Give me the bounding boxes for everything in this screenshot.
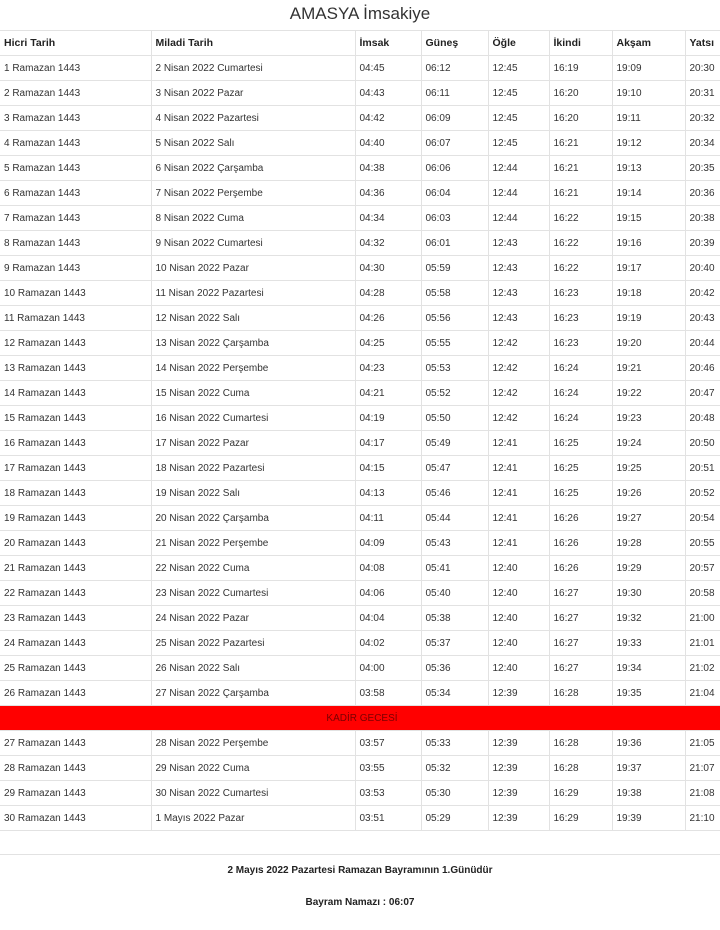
cell-imsak: 04:45 [355,56,421,81]
cell-hicri-tarih: 6 Ramazan 1443 [0,181,151,206]
cell-aksam: 19:18 [612,281,685,306]
cell-ikindi: 16:24 [549,356,612,381]
page-title: AMASYA İmsakiye [289,4,431,23]
cell-aksam: 19:17 [612,256,685,281]
cell-imsak: 04:09 [355,531,421,556]
cell-ogle: 12:41 [488,456,549,481]
cell-miladi-tarih: 20 Nisan 2022 Çarşamba [151,506,355,531]
table-row [0,681,720,706]
cell-yatsi: 20:51 [685,456,720,481]
cell-gunes: 05:29 [421,806,488,831]
cell-ogle: 12:45 [488,81,549,106]
cell-hicri-tarih: 15 Ramazan 1443 [0,406,151,431]
table-row [0,581,720,606]
cell-yatsi: 21:08 [685,781,720,806]
cell-yatsi: 21:04 [685,681,720,706]
cell-miladi-tarih: 30 Nisan 2022 Cumartesi [151,781,355,806]
column-header-aksam: Akşam [612,31,685,56]
cell-ikindi: 16:27 [549,631,612,656]
cell-miladi-tarih: 19 Nisan 2022 Salı [151,481,355,506]
cell-yatsi: 20:57 [685,556,720,581]
cell-ogle: 12:39 [488,681,549,706]
cell-miladi-tarih: 11 Nisan 2022 Pazartesi [151,281,355,306]
cell-miladi-tarih: 16 Nisan 2022 Cumartesi [151,406,355,431]
cell-ogle: 12:43 [488,256,549,281]
table-row [0,206,720,231]
cell-aksam: 19:28 [612,531,685,556]
cell-imsak: 04:15 [355,456,421,481]
column-header-imsak: İmsak [355,31,421,56]
table-row [0,781,720,806]
cell-gunes: 05:47 [421,456,488,481]
cell-gunes: 06:04 [421,181,488,206]
cell-ogle: 12:40 [488,556,549,581]
cell-aksam: 19:12 [612,131,685,156]
kadir-gecesi-row [0,706,720,731]
table-row [0,56,720,81]
column-header-yatsi: Yatsı [685,31,720,56]
cell-gunes: 05:59 [421,256,488,281]
cell-ikindi: 16:22 [549,206,612,231]
cell-imsak: 04:32 [355,231,421,256]
table-row [0,356,720,381]
cell-ogle: 12:39 [488,731,549,756]
column-header-ogle: Öğle [488,31,549,56]
cell-ogle: 12:39 [488,781,549,806]
cell-yatsi: 20:47 [685,381,720,406]
cell-hicri-tarih: 29 Ramazan 1443 [0,781,151,806]
cell-hicri-tarih: 5 Ramazan 1443 [0,156,151,181]
cell-yatsi: 20:55 [685,531,720,556]
cell-yatsi: 21:10 [685,806,720,831]
table-row [0,656,720,681]
cell-ogle: 12:42 [488,331,549,356]
cell-aksam: 19:33 [612,631,685,656]
cell-gunes: 05:50 [421,406,488,431]
cell-imsak: 04:38 [355,156,421,181]
cell-aksam: 19:30 [612,581,685,606]
cell-ikindi: 16:25 [549,456,612,481]
cell-ogle: 12:43 [488,306,549,331]
cell-gunes: 06:12 [421,56,488,81]
cell-ogle: 12:42 [488,406,549,431]
cell-yatsi: 21:05 [685,731,720,756]
cell-yatsi: 21:01 [685,631,720,656]
cell-imsak: 04:02 [355,631,421,656]
cell-hicri-tarih: 20 Ramazan 1443 [0,531,151,556]
cell-aksam: 19:22 [612,381,685,406]
cell-ogle: 12:41 [488,431,549,456]
cell-aksam: 19:32 [612,606,685,631]
cell-imsak: 04:43 [355,81,421,106]
cell-gunes: 05:33 [421,731,488,756]
bayram-note: 2 Mayıs 2022 Pazartesi Ramazan Bayramının 1.Günüdür [227,865,493,876]
cell-gunes: 05:43 [421,531,488,556]
column-header-hicri-tarih: Hicri Tarih [0,31,151,56]
cell-ogle: 12:45 [488,131,549,156]
cell-ogle: 12:40 [488,606,549,631]
cell-hicri-tarih: 2 Ramazan 1443 [0,81,151,106]
cell-ogle: 12:40 [488,581,549,606]
table-row [0,806,720,831]
cell-aksam: 19:26 [612,481,685,506]
cell-gunes: 05:40 [421,581,488,606]
cell-hicri-tarih: 1 Ramazan 1443 [0,56,151,81]
cell-gunes: 05:32 [421,756,488,781]
cell-imsak: 04:08 [355,556,421,581]
cell-yatsi: 20:31 [685,81,720,106]
cell-yatsi: 20:42 [685,281,720,306]
cell-hicri-tarih: 26 Ramazan 1443 [0,681,151,706]
cell-aksam: 19:25 [612,456,685,481]
cell-imsak: 04:17 [355,431,421,456]
cell-hicri-tarih: 7 Ramazan 1443 [0,206,151,231]
cell-ikindi: 16:21 [549,181,612,206]
cell-miladi-tarih: 25 Nisan 2022 Pazartesi [151,631,355,656]
cell-hicri-tarih: 4 Ramazan 1443 [0,131,151,156]
cell-imsak: 04:30 [355,256,421,281]
cell-gunes: 05:44 [421,506,488,531]
cell-aksam: 19:20 [612,331,685,356]
cell-aksam: 19:27 [612,506,685,531]
cell-ogle: 12:42 [488,356,549,381]
cell-hicri-tarih: 28 Ramazan 1443 [0,756,151,781]
cell-aksam: 19:36 [612,731,685,756]
cell-imsak: 04:11 [355,506,421,531]
table-row [0,531,720,556]
cell-hicri-tarih: 3 Ramazan 1443 [0,106,151,131]
cell-ogle: 12:40 [488,656,549,681]
cell-ogle: 12:44 [488,156,549,181]
cell-gunes: 05:58 [421,281,488,306]
cell-ikindi: 16:26 [549,506,612,531]
cell-aksam: 19:16 [612,231,685,256]
cell-ogle: 12:41 [488,481,549,506]
cell-yatsi: 20:43 [685,306,720,331]
cell-ikindi: 16:27 [549,581,612,606]
table-row [0,456,720,481]
table-row [0,731,720,756]
cell-ikindi: 16:23 [549,331,612,356]
cell-ikindi: 16:22 [549,231,612,256]
table-row [0,256,720,281]
cell-yatsi: 20:30 [685,56,720,81]
table-row [0,306,720,331]
cell-gunes: 05:56 [421,306,488,331]
cell-hicri-tarih: 21 Ramazan 1443 [0,556,151,581]
cell-aksam: 19:09 [612,56,685,81]
cell-miladi-tarih: 12 Nisan 2022 Salı [151,306,355,331]
cell-ikindi: 16:28 [549,731,612,756]
table-row [0,181,720,206]
table-row [0,506,720,531]
table-row [0,131,720,156]
cell-hicri-tarih: 10 Ramazan 1443 [0,281,151,306]
cell-yatsi: 21:07 [685,756,720,781]
cell-miladi-tarih: 17 Nisan 2022 Pazar [151,431,355,456]
cell-ikindi: 16:23 [549,281,612,306]
cell-miladi-tarih: 28 Nisan 2022 Perşembe [151,731,355,756]
cell-ikindi: 16:29 [549,806,612,831]
cell-gunes: 05:38 [421,606,488,631]
cell-gunes: 05:49 [421,431,488,456]
table-row [0,106,720,131]
cell-aksam: 19:13 [612,156,685,181]
cell-ogle: 12:39 [488,806,549,831]
cell-miladi-tarih: 29 Nisan 2022 Cuma [151,756,355,781]
cell-miladi-tarih: 13 Nisan 2022 Çarşamba [151,331,355,356]
cell-ogle: 12:43 [488,281,549,306]
cell-hicri-tarih: 11 Ramazan 1443 [0,306,151,331]
cell-hicri-tarih: 17 Ramazan 1443 [0,456,151,481]
cell-ikindi: 16:28 [549,681,612,706]
cell-miladi-tarih: 3 Nisan 2022 Pazar [151,81,355,106]
cell-ogle: 12:44 [488,181,549,206]
table-row [0,756,720,781]
cell-miladi-tarih: 22 Nisan 2022 Cuma [151,556,355,581]
table-row [0,381,720,406]
cell-ikindi: 16:29 [549,781,612,806]
column-header-miladi-tarih: Miladi Tarih [151,31,355,56]
column-header-gunes: Güneş [421,31,488,56]
table-body [0,56,720,831]
cell-yatsi: 20:34 [685,131,720,156]
table-row [0,606,720,631]
cell-aksam: 19:14 [612,181,685,206]
cell-miladi-tarih: 5 Nisan 2022 Salı [151,131,355,156]
cell-yatsi: 20:46 [685,356,720,381]
cell-imsak: 03:55 [355,756,421,781]
cell-hicri-tarih: 14 Ramazan 1443 [0,381,151,406]
cell-aksam: 19:35 [612,681,685,706]
cell-ikindi: 16:21 [549,131,612,156]
cell-hicri-tarih: 30 Ramazan 1443 [0,806,151,831]
table-row [0,156,720,181]
table-row [0,556,720,581]
cell-gunes: 06:03 [421,206,488,231]
cell-aksam: 19:21 [612,356,685,381]
cell-ikindi: 16:27 [549,606,612,631]
table-row [0,81,720,106]
cell-imsak: 04:25 [355,331,421,356]
cell-gunes: 06:09 [421,106,488,131]
cell-aksam: 19:37 [612,756,685,781]
cell-imsak: 04:28 [355,281,421,306]
table-row [0,281,720,306]
cell-gunes: 06:11 [421,81,488,106]
cell-aksam: 19:24 [612,431,685,456]
cell-imsak: 03:57 [355,731,421,756]
cell-ogle: 12:44 [488,206,549,231]
cell-aksam: 19:39 [612,806,685,831]
cell-hicri-tarih: 8 Ramazan 1443 [0,231,151,256]
cell-ikindi: 16:25 [549,431,612,456]
cell-miladi-tarih: 7 Nisan 2022 Perşembe [151,181,355,206]
cell-ikindi: 16:22 [549,256,612,281]
cell-yatsi: 20:54 [685,506,720,531]
cell-ikindi: 16:24 [549,406,612,431]
cell-gunes: 05:30 [421,781,488,806]
cell-aksam: 19:29 [612,556,685,581]
cell-yatsi: 20:35 [685,156,720,181]
cell-miladi-tarih: 27 Nisan 2022 Çarşamba [151,681,355,706]
cell-miladi-tarih: 6 Nisan 2022 Çarşamba [151,156,355,181]
cell-gunes: 05:52 [421,381,488,406]
table-header-row [0,31,720,56]
cell-aksam: 19:19 [612,306,685,331]
cell-imsak: 04:42 [355,106,421,131]
cell-gunes: 05:41 [421,556,488,581]
cell-miladi-tarih: 1 Mayıs 2022 Pazar [151,806,355,831]
cell-gunes: 06:01 [421,231,488,256]
cell-imsak: 03:58 [355,681,421,706]
cell-gunes: 06:06 [421,156,488,181]
cell-yatsi: 21:00 [685,606,720,631]
cell-ikindi: 16:21 [549,156,612,181]
cell-imsak: 04:06 [355,581,421,606]
bayram-namazi: Bayram Namazı : 06:07 [305,897,415,908]
cell-hicri-tarih: 12 Ramazan 1443 [0,331,151,356]
cell-imsak: 04:34 [355,206,421,231]
footer [0,854,720,914]
cell-yatsi: 20:32 [685,106,720,131]
cell-yatsi: 20:52 [685,481,720,506]
cell-ikindi: 16:20 [549,106,612,131]
cell-gunes: 05:34 [421,681,488,706]
cell-yatsi: 20:36 [685,181,720,206]
cell-aksam: 19:23 [612,406,685,431]
cell-gunes: 05:46 [421,481,488,506]
table-row [0,481,720,506]
cell-hicri-tarih: 23 Ramazan 1443 [0,606,151,631]
cell-yatsi: 20:39 [685,231,720,256]
cell-hicri-tarih: 16 Ramazan 1443 [0,431,151,456]
cell-yatsi: 21:02 [685,656,720,681]
cell-hicri-tarih: 18 Ramazan 1443 [0,481,151,506]
cell-miladi-tarih: 10 Nisan 2022 Pazar [151,256,355,281]
cell-ikindi: 16:24 [549,381,612,406]
cell-hicri-tarih: 27 Ramazan 1443 [0,731,151,756]
cell-gunes: 06:07 [421,131,488,156]
cell-ogle: 12:40 [488,631,549,656]
cell-ikindi: 16:25 [549,481,612,506]
cell-miladi-tarih: 4 Nisan 2022 Pazartesi [151,106,355,131]
table-row [0,331,720,356]
cell-ikindi: 16:20 [549,81,612,106]
column-header-ikindi: İkindi [549,31,612,56]
cell-yatsi: 20:38 [685,206,720,231]
cell-imsak: 04:36 [355,181,421,206]
cell-ogle: 12:45 [488,56,549,81]
cell-yatsi: 20:40 [685,256,720,281]
cell-yatsi: 20:48 [685,406,720,431]
cell-imsak: 04:13 [355,481,421,506]
cell-miladi-tarih: 24 Nisan 2022 Pazar [151,606,355,631]
cell-imsak: 03:53 [355,781,421,806]
table-row [0,431,720,456]
cell-imsak: 04:26 [355,306,421,331]
cell-miladi-tarih: 9 Nisan 2022 Cumartesi [151,231,355,256]
cell-ogle: 12:43 [488,231,549,256]
cell-gunes: 05:55 [421,331,488,356]
cell-miladi-tarih: 21 Nisan 2022 Perşembe [151,531,355,556]
cell-gunes: 05:37 [421,631,488,656]
cell-ogle: 12:39 [488,756,549,781]
cell-ikindi: 16:28 [549,756,612,781]
cell-yatsi: 20:58 [685,581,720,606]
cell-ikindi: 16:23 [549,306,612,331]
cell-miladi-tarih: 26 Nisan 2022 Salı [151,656,355,681]
cell-yatsi: 20:50 [685,431,720,456]
table-row [0,406,720,431]
cell-miladi-tarih: 18 Nisan 2022 Pazartesi [151,456,355,481]
cell-ikindi: 16:26 [549,531,612,556]
cell-gunes: 05:36 [421,656,488,681]
cell-hicri-tarih: 22 Ramazan 1443 [0,581,151,606]
cell-imsak: 04:00 [355,656,421,681]
cell-imsak: 04:21 [355,381,421,406]
cell-gunes: 05:53 [421,356,488,381]
cell-hicri-tarih: 25 Ramazan 1443 [0,656,151,681]
cell-hicri-tarih: 9 Ramazan 1443 [0,256,151,281]
cell-miladi-tarih: 2 Nisan 2022 Cumartesi [151,56,355,81]
cell-miladi-tarih: 8 Nisan 2022 Cuma [151,206,355,231]
cell-ogle: 12:41 [488,531,549,556]
cell-ikindi: 16:26 [549,556,612,581]
cell-imsak: 03:51 [355,806,421,831]
cell-ogle: 12:42 [488,381,549,406]
cell-miladi-tarih: 15 Nisan 2022 Cuma [151,381,355,406]
cell-aksam: 19:10 [612,81,685,106]
cell-imsak: 04:04 [355,606,421,631]
cell-ogle: 12:41 [488,506,549,531]
cell-ogle: 12:45 [488,106,549,131]
cell-imsak: 04:40 [355,131,421,156]
cell-imsak: 04:23 [355,356,421,381]
special-row-label: KADİR GECESİ [0,706,720,731]
cell-imsak: 04:19 [355,406,421,431]
table-row [0,231,720,256]
cell-miladi-tarih: 14 Nisan 2022 Perşembe [151,356,355,381]
cell-aksam: 19:38 [612,781,685,806]
cell-ikindi: 16:27 [549,656,612,681]
cell-yatsi: 20:44 [685,331,720,356]
cell-hicri-tarih: 19 Ramazan 1443 [0,506,151,531]
cell-ikindi: 16:19 [549,56,612,81]
cell-hicri-tarih: 13 Ramazan 1443 [0,356,151,381]
cell-aksam: 19:34 [612,656,685,681]
table-row [0,631,720,656]
imsakiye-table [0,30,720,831]
cell-aksam: 19:15 [612,206,685,231]
cell-miladi-tarih: 23 Nisan 2022 Cumartesi [151,581,355,606]
cell-aksam: 19:11 [612,106,685,131]
cell-hicri-tarih: 24 Ramazan 1443 [0,631,151,656]
